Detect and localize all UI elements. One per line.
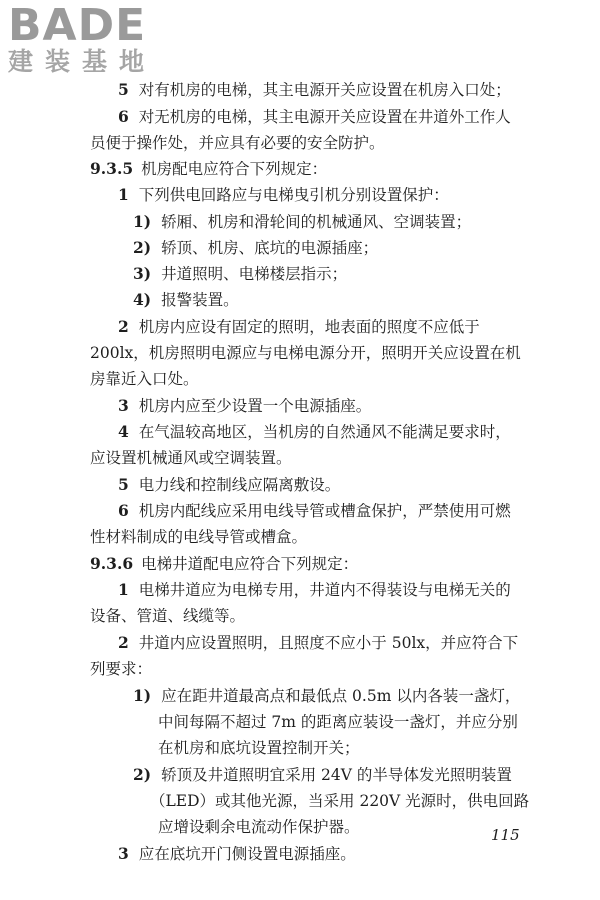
line-text: 轿顶、机房、底坑的电源插座； (161, 239, 379, 257)
continuation-line (158, 712, 518, 732)
continuation-line (90, 343, 521, 363)
item-5-line (118, 475, 340, 495)
section-number: 9.3.5 (90, 159, 134, 178)
line-text: 在机房和底坑设置控制开关； (158, 739, 360, 757)
line-text: 对有机房的电梯，其主电源开关应设置在机房入口处； (138, 81, 511, 99)
line-text: 列要求： (90, 660, 153, 678)
item-number: 3 (118, 396, 129, 415)
section-9-3-6-heading (90, 554, 358, 574)
item-1-line (118, 185, 449, 205)
item-2-line (118, 633, 518, 653)
line-text: 机房内配线应采用电线导管或槽盒保护，严禁使用可燃 (138, 502, 511, 520)
line-text: 中间每隔不超过 7m 的距离应装设一盏灯，并应分别 (158, 713, 518, 731)
line-text: 房靠近入口处。 (90, 370, 199, 388)
continuation-line (90, 133, 385, 153)
continuation-line (90, 369, 199, 389)
subitem-2-line (133, 765, 512, 785)
line-text: 报警装置。 (161, 291, 239, 309)
continuation-line (158, 738, 360, 758)
subitem-3-line (133, 264, 347, 284)
item-number: 5 (118, 80, 129, 99)
section-number: 9.3.6 (90, 554, 134, 573)
item-6-line (118, 107, 511, 127)
line-text: 轿厢、机房和滑轮间的机械通风、空调装置； (161, 213, 472, 231)
subitem-number: 1) (133, 212, 152, 231)
continuation-line (90, 659, 152, 679)
line-text: 机房内应设有固定的照明，地表面的照度不应低于 (138, 318, 480, 336)
item-number: 4 (118, 422, 129, 441)
subitem-2-line (133, 238, 378, 258)
line-text: 设备、管道、线缆等。 (90, 607, 246, 625)
subitem-number: 2) (133, 238, 152, 257)
line-text: 对无机房的电梯，其主电源开关应设置在井道外工作人 (138, 108, 511, 126)
item-number: 5 (118, 475, 129, 494)
logo-mark: BADE (8, 0, 147, 51)
line-text: 机房内应至少设置一个电源插座。 (138, 397, 372, 415)
line-text: 在气温较高地区，当机房的自然通风不能满足要求时， (138, 423, 511, 441)
item-2-line (118, 317, 480, 337)
line-text: 应在距井道最高点和最低点 0.5m 以内各装一盏灯， (161, 687, 521, 705)
line-text: （LED）或其他光源，当采用 220V 光源时，供电回路 (150, 792, 530, 810)
item-5-line (118, 80, 511, 100)
item-4-line (118, 422, 511, 442)
line-text: 电力线和控制线应隔离敷设。 (138, 476, 341, 494)
line-text: 电梯井道配电应符合下列规定： (141, 555, 359, 573)
page-number: 115 (491, 826, 520, 844)
line-text: 轿顶及井道照明宜采用 24V 的半导体发光照明装置 (161, 766, 512, 784)
line-text: 应在底坑开门侧设置电源插座。 (138, 845, 356, 863)
subitem-number: 1) (133, 686, 152, 705)
continuation-line (90, 448, 292, 468)
item-number: 3 (118, 844, 129, 863)
line-text: 应增设剩余电流动作保护器。 (158, 818, 360, 836)
item-number: 6 (118, 107, 129, 126)
item-number: 6 (118, 501, 129, 520)
logo-subtitle: 建装基地 (8, 47, 157, 76)
subitem-number: 3) (133, 264, 152, 283)
item-number: 1 (118, 185, 129, 204)
item-1-line (118, 580, 511, 600)
item-3-line (118, 396, 371, 416)
section-9-3-5-heading (90, 159, 327, 179)
line-text: 下列供电回路应与电梯曳引机分别设置保护： (138, 186, 449, 204)
subitem-1-line (133, 686, 520, 706)
item-3-line (118, 844, 356, 864)
line-text: 井道照明、电梯楼层指示； (161, 265, 348, 283)
item-number: 1 (118, 580, 129, 599)
item-number: 2 (118, 317, 129, 336)
line-text: 性材料制成的电线导管或槽盒。 (90, 528, 308, 546)
continuation-line (90, 527, 307, 547)
subitem-4-line (133, 290, 239, 310)
line-text: 电梯井道应为电梯专用，井道内不得装设与电梯无关的 (138, 581, 511, 599)
line-text: 机房配电应符合下列规定： (141, 160, 328, 178)
subitem-1-line (133, 212, 471, 232)
subitem-number: 4) (133, 290, 152, 309)
subitem-number: 2) (133, 765, 152, 784)
line-text: 井道内应设置照明，且照度不应小于 50lx，并应符合下 (138, 634, 519, 652)
item-number: 2 (118, 633, 129, 652)
continuation-line (150, 791, 529, 811)
bade-logo (8, 2, 156, 76)
continuation-line (90, 606, 245, 626)
item-6-line (118, 501, 511, 521)
continuation-line (158, 817, 360, 837)
line-text: 应设置机械通风或空调装置。 (90, 449, 292, 467)
line-text: 200lx，机房照明电源应与电梯电源分开，照明开关应设置在机 (90, 344, 521, 362)
line-text: 员便于操作处，并应具有必要的安全防护。 (90, 134, 385, 152)
